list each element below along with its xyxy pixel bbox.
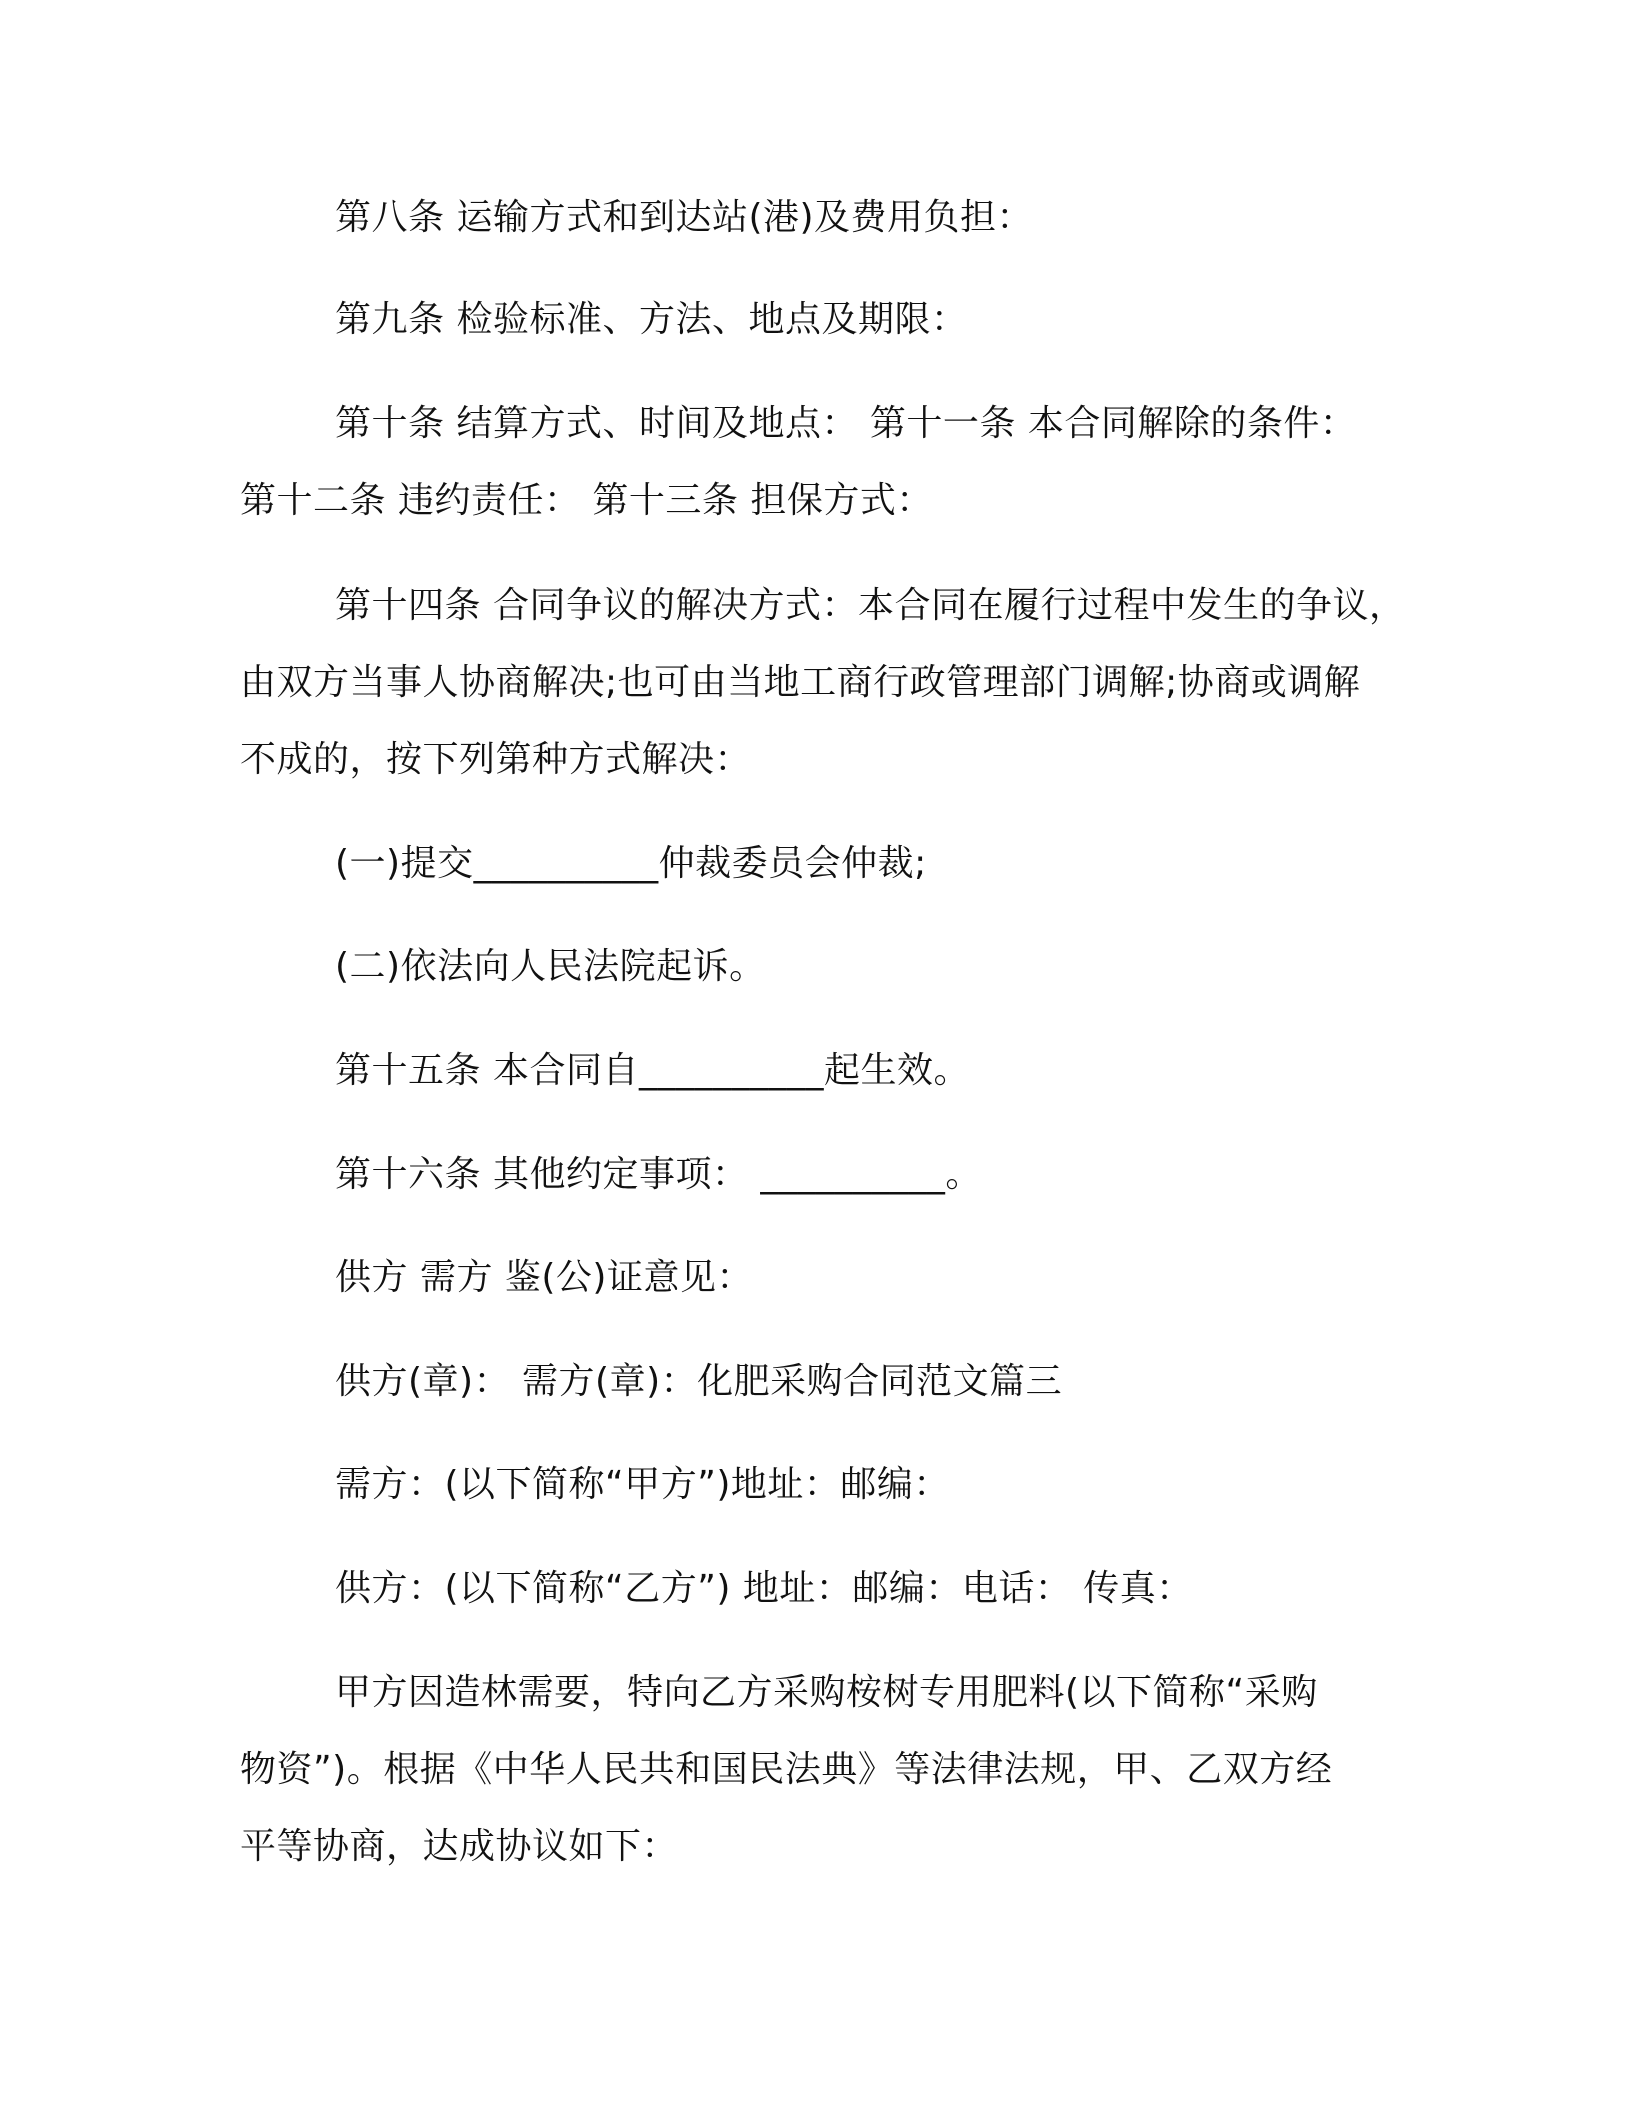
clause-10-11: 第十条 结算方式、时间及地点： 第十一条 本合同解除的条件：: [335, 403, 1357, 444]
clause-14-line-2: 由双方当事人协商解决;也可由当地工商行政管理部门调解;协商或调解: [240, 662, 1361, 703]
clause-14-line-1: 第十四条 合同争议的解决方式：本合同在履行过程中发生的争议，: [335, 585, 1406, 626]
clause-16: 第十六条 其他约定事项： __________。: [335, 1154, 982, 1195]
clause-14-line-3: 不成的，按下列第种方式解决：: [240, 739, 752, 780]
clause-8: 第八条 运输方式和到达站(港)及费用负担：: [335, 197, 1034, 238]
intro-line-2: 物资”)。根据《中华人民共和国民法典》等法律法规，甲、乙双方经: [240, 1749, 1333, 1790]
buyer-info-line: 需方：(以下简称“甲方”)地址：邮编：: [335, 1464, 950, 1505]
clause-15: 第十五条 本合同自__________起生效。: [335, 1050, 970, 1091]
intro-line-3: 平等协商，达成协议如下：: [240, 1826, 679, 1867]
seal-line: 供方(章)： 需方(章)：化肥采购合同范文篇三: [335, 1361, 1063, 1402]
dispute-option-2: (二)依法向人民法院起诉。: [335, 946, 766, 987]
supplier-info-line: 供方：(以下简称“乙方”) 地址：邮编：电话： 传真：: [335, 1568, 1193, 1609]
intro-line-1: 甲方因造林需要，特向乙方采购桉树专用肥料(以下简称“采购: [335, 1672, 1318, 1713]
signature-opinion-line: 供方 需方 鉴(公)证意见：: [335, 1257, 753, 1298]
clause-9: 第九条 检验标准、方法、地点及期限：: [335, 299, 968, 340]
dispute-option-1: (一)提交__________仲裁委员会仲裁;: [335, 843, 927, 884]
clause-12-13: 第十二条 违约责任： 第十三条 担保方式：: [240, 480, 933, 521]
